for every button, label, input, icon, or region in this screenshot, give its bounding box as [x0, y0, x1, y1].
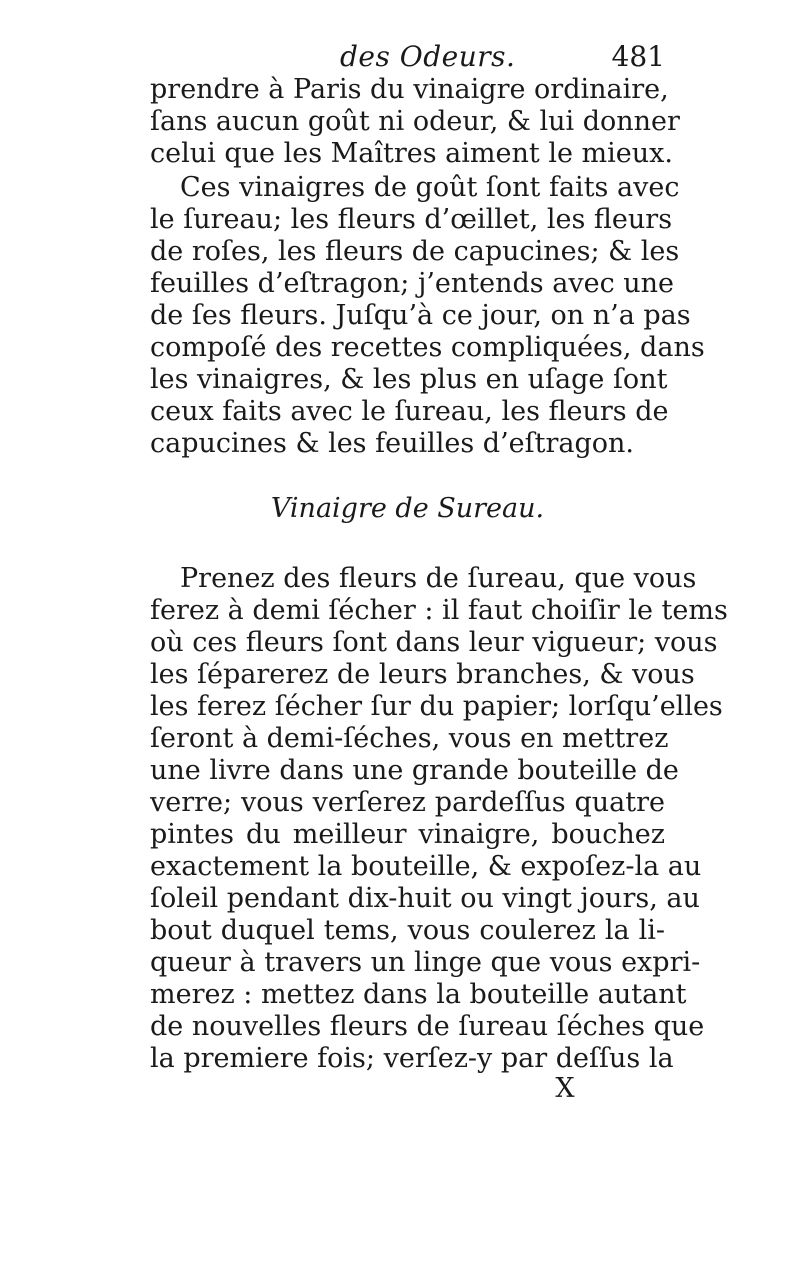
text-line: les ferez ſécher ſur du papier; lorſqu’elles — [150, 691, 723, 722]
text-line: une livre dans une grande bouteille de — [150, 755, 679, 786]
text-line: merez : mettez dans la bouteille autant — [150, 979, 687, 1010]
text-line: prendre à Paris du vinaigre ordinaire, — [150, 74, 669, 105]
text-line: ſans aucun goût ni odeur, & lui donner — [150, 106, 680, 137]
paragraph-vinegar-flavours — [150, 172, 705, 460]
text-line: Ces vinaigres de goût ſont faits avec — [180, 172, 680, 203]
text-line: bout duquel tems, vous coulerez la li- — [150, 915, 665, 946]
paragraph-continuation — [150, 74, 680, 170]
text-line: ferez à demi ſécher : il faut choiſir le tems — [150, 595, 728, 626]
text-line: celui que les Maîtres aiment le mieux. — [150, 138, 673, 169]
text-line: les ſéparerez de leurs branches, & vous — [150, 659, 695, 690]
text-line: la premiere fois; verſez-y par deſſus la — [150, 1043, 674, 1074]
text-line: feuilles d’eſtragon; j’entends avec une — [150, 268, 675, 299]
signature-mark: X — [555, 1073, 575, 1104]
section-heading: Vinaigre de Sureau. — [270, 493, 545, 524]
text-line: ſeront à demi-ſéches, vous en mettrez — [150, 723, 669, 754]
text-line: ceux faits avec le ſureau, les fleurs de — [150, 396, 669, 427]
text-line: queur à travers un linge que vous expri- — [150, 947, 701, 978]
text-line: pintes du meilleur vinaigre, bouchez — [150, 819, 665, 850]
text-line: de ſes fleurs. Juſqu’à ce jour, on n’a pas — [150, 300, 691, 331]
text-line: Prenez des fleurs de ſureau, que vous — [180, 563, 697, 594]
text-line: les vinaigres, & les plus en uſage ſont — [150, 364, 668, 395]
text-line: ſoleil pendant dix-huit ou vingt jours, au — [150, 883, 700, 914]
text-line: capucines & les feuilles d’eſtragon. — [150, 428, 635, 459]
text-line: de roſes, les fleurs de capucines; & les — [150, 236, 680, 267]
paragraph-recipe — [150, 563, 728, 1075]
text-line: compoſé des recettes compliquées, dans — [150, 332, 705, 363]
text-line: verre; vous verſerez pardeſſus quatre — [150, 787, 665, 818]
text-line: le ſureau; les fleurs d’œillet, les fleurs — [150, 204, 673, 235]
text-line: de nouvelles fleurs de ſureau ſéches que — [150, 1011, 705, 1042]
running-title: des Odeurs. — [340, 40, 516, 73]
text-line: où ces fleurs ſont dans leur vigueur; vous — [150, 627, 718, 658]
text-line: exactement la bouteille, & expoſez-la au — [150, 851, 702, 882]
page-number: 481 — [611, 40, 665, 73]
